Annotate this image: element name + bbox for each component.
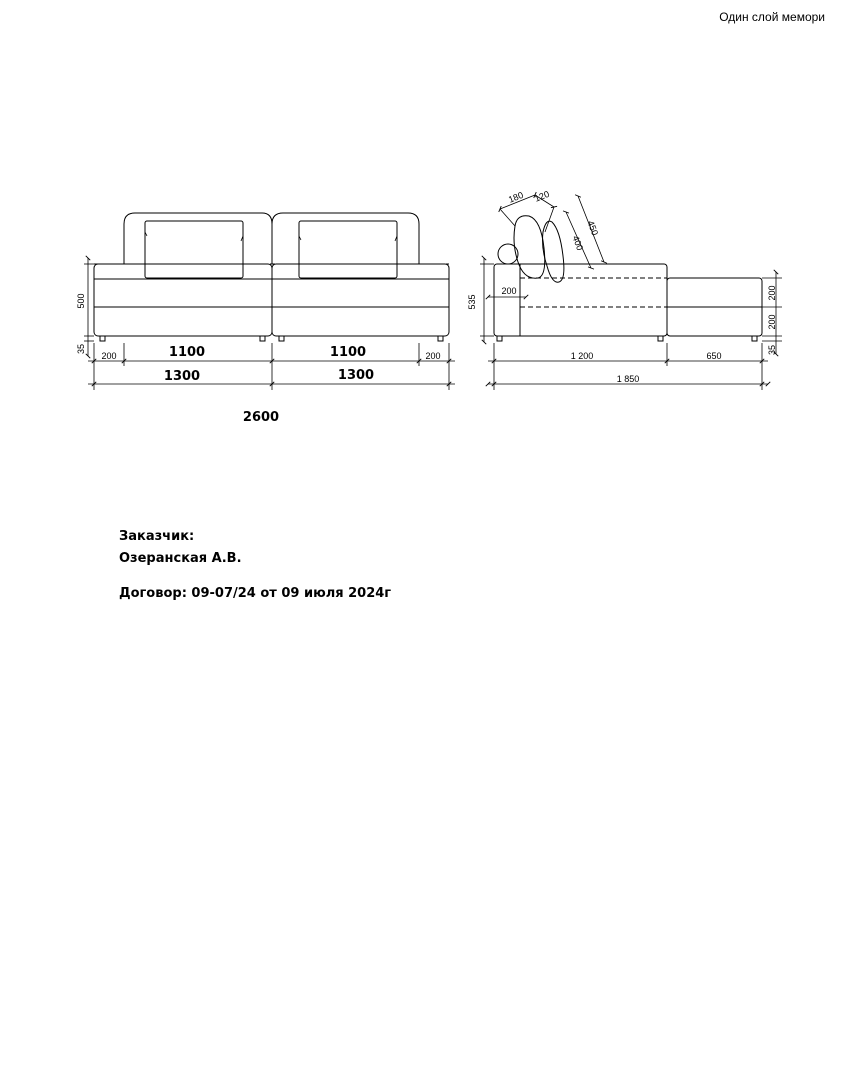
dim-arm-left: 200: [101, 351, 117, 361]
dim-front-leg: 35: [76, 343, 86, 355]
leg: [497, 336, 502, 341]
dim-pillow-height-450: 450: [585, 219, 601, 237]
leg: [279, 336, 284, 341]
dim-pillow-depth-120: 120: [533, 188, 551, 204]
dim-total-width: 2600: [242, 410, 280, 425]
leg: [100, 336, 105, 341]
dim-pillow-height-400: 400: [570, 234, 586, 252]
leg: [658, 336, 663, 341]
dim-side-leg: 35: [767, 344, 777, 356]
pillow-left: [145, 221, 243, 278]
dim-back-depth: 200: [501, 286, 517, 296]
customer-name: Озеранская А.В.: [119, 551, 242, 566]
dim-module-left: 1300: [163, 369, 201, 384]
dim-ottoman-lower: 200: [767, 314, 777, 330]
dim-side-height: 535: [467, 294, 477, 310]
side-view: [467, 189, 782, 390]
sofa-module-left: [94, 264, 272, 336]
dim-ottoman-upper: 200: [767, 285, 777, 301]
leg: [438, 336, 443, 341]
dim-total-depth: 1 850: [616, 374, 640, 384]
dim-arm-right: 200: [425, 351, 441, 361]
dim-front-height: 500: [76, 293, 86, 309]
front-view: [76, 213, 455, 425]
dim-seat-right: 1100: [329, 345, 367, 360]
customer-label: Заказчик:: [119, 529, 195, 544]
header-note: Один слой мемори: [719, 10, 825, 24]
leg: [260, 336, 265, 341]
leg: [752, 336, 757, 341]
contract-info: Договор: 09-07/24 от 09 июля 2024г: [119, 586, 392, 601]
dim-pillow-depth-180: 180: [507, 189, 525, 205]
dim-module-right: 1300: [337, 368, 375, 383]
back-pillow-1: [514, 216, 545, 278]
order-info: [119, 526, 391, 605]
dim-seat-left: 1100: [168, 345, 206, 360]
pillow-right: [299, 221, 397, 278]
dim-ottoman-depth: 650: [706, 351, 722, 361]
dim-seat-depth: 1 200: [570, 351, 594, 361]
